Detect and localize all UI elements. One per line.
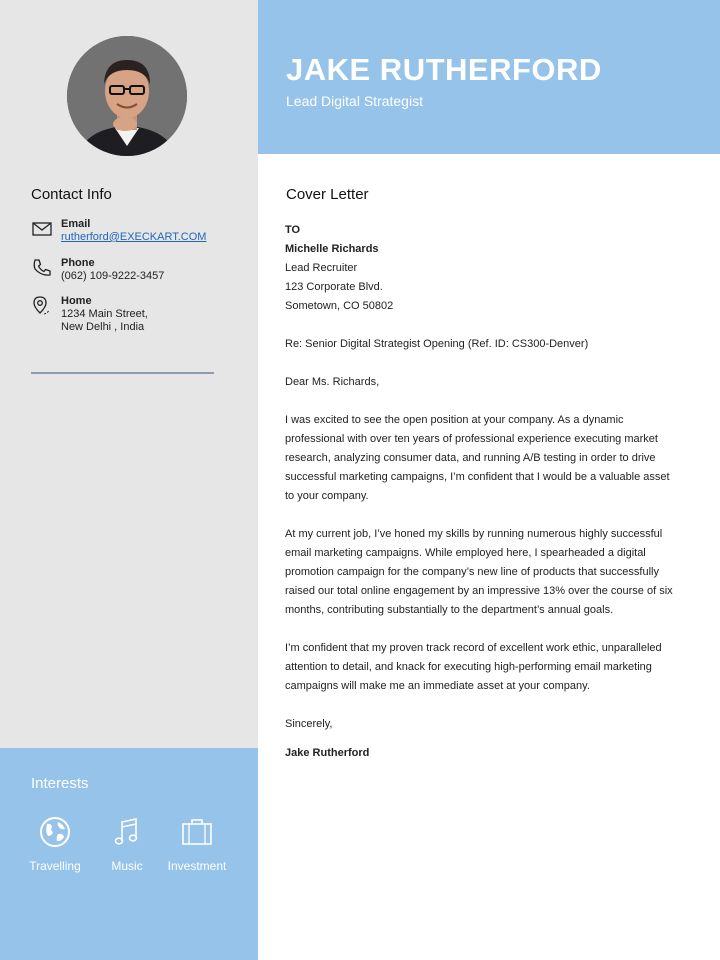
address-line1: 123 Corporate Blvd.	[285, 281, 383, 293]
to-label: TO	[285, 224, 301, 236]
location-pin-icon	[31, 295, 53, 317]
recipient-name: Michelle Richards	[285, 243, 379, 255]
interest-travelling	[15, 815, 95, 873]
interest-music	[87, 815, 167, 873]
job-title: Lead Digital Strategist	[286, 93, 423, 109]
sidebar-divider	[31, 372, 214, 374]
home-address-line2: New Delhi , India	[61, 321, 145, 333]
home-address-line1: 1234 Main Street,	[61, 308, 148, 320]
phone-icon	[31, 257, 53, 279]
interest-label: Music	[111, 859, 143, 873]
home-label: Home	[61, 295, 92, 307]
email-link[interactable]: rutherford@EXECKART.COM	[61, 231, 207, 243]
paragraph-3: I’m confident that my proven track record of excellent work ethic, unparalleled attention to detail, and knack for executing high-performing email marketing campaigns will make me an immediate asset at your company.	[285, 642, 662, 692]
interests-title: Interests	[31, 775, 89, 792]
interest-investment	[157, 815, 237, 873]
recipient-role: Lead Recruiter	[285, 262, 358, 274]
briefcase-icon	[180, 815, 214, 849]
avatar-icon	[67, 36, 187, 156]
cover-letter-title: Cover Letter	[286, 186, 369, 203]
phone-label: Phone	[61, 257, 95, 269]
interest-label: Investment	[167, 859, 227, 873]
candidate-name: JAKE RUTHERFORD	[286, 52, 602, 87]
music-note-icon	[110, 815, 144, 849]
closing: Sincerely,	[285, 718, 333, 730]
paragraph-2: At my current job, I’ve honed my skills by running numerous highly successful email marketing campaigns. While employed here, I spearheaded a digital promotion campaign for the company’s new line of products that successfully raised our total online engagement by an impressive 13% over the course of six months, contributing substantially to the department’s annual goals.	[285, 528, 673, 616]
envelope-icon	[31, 218, 53, 240]
signature: Jake Rutherford	[285, 747, 370, 759]
subject-line: Re: Senior Digital Strategist Opening (Ref. ID: CS300-Denver)	[285, 338, 589, 350]
globe-icon	[38, 815, 72, 849]
cover-letter-body	[285, 221, 675, 763]
interest-label: Travelling	[29, 859, 81, 873]
salutation: Dear Ms. Richards,	[285, 376, 380, 388]
address-line2: Sometown, CO 50802	[285, 300, 394, 312]
email-label: Email	[61, 218, 91, 230]
paragraph-1: I was excited to see the open position at your company. As a dynamic professional with over ten years of professional experience executing market research, analyzing consumer data, and running A/B testing in order to drive successful marketing campaigns, I’m confident that I would be a valuable asset to your company.	[285, 414, 670, 502]
profile-photo	[67, 36, 187, 156]
phone-value: (062) 109-9222-3457	[61, 270, 165, 282]
contact-info-title: Contact Info	[31, 186, 112, 203]
